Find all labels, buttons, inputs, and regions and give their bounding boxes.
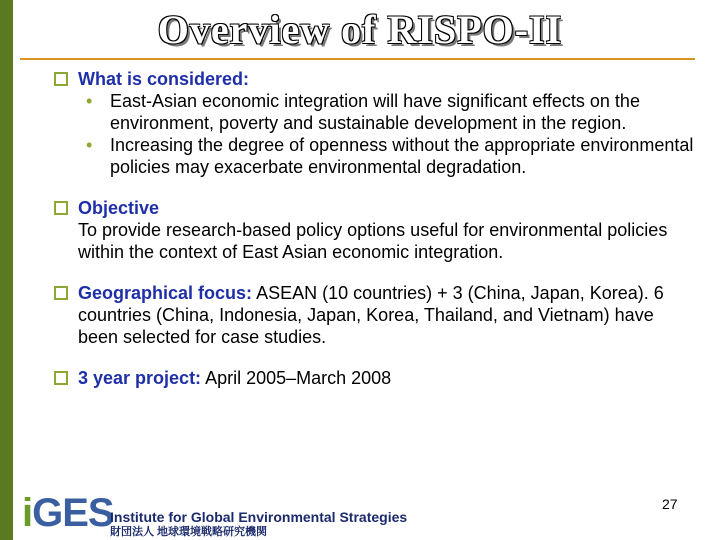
page-number: 27 [662,496,678,512]
section-paragraph [78,367,694,389]
org-name-japanese: 財団法人 地球環境戦略研究機関 [110,526,268,538]
iges-logo [22,491,408,538]
section-heading: Geographical focus: [78,283,253,303]
dot-bullet-icon: • [86,91,93,111]
logo-letter-i: i [22,491,33,535]
section-heading: 3 year project: [78,368,202,388]
square-bullet-icon [54,371,68,385]
section-heading: What is considered: [78,69,250,89]
list-item [78,134,694,178]
list-item [78,90,694,134]
section-body: April 2005–March 2008 [205,368,392,388]
square-bullet-icon [54,201,68,215]
square-bullet-icon [54,72,68,86]
section-paragraph [78,282,694,348]
bullet-text: Increasing the degree of openness without the appropriate environmental policies may exacerbate environmental degradation. [110,135,694,177]
square-bullet-icon [54,286,68,300]
iges-logo-wordmark [22,493,114,533]
section-geographical-focus [54,282,694,348]
dot-bullet-icon: • [86,135,93,155]
left-accent-bar [0,0,13,540]
org-name-english: Institute for Global Environmental Strategies [110,509,408,525]
section-body: To provide research-based policy options useful for environmental policies within the context of East Asian economic integration. [78,220,668,262]
title-divider [20,58,695,60]
section-objective [54,197,694,263]
section-project-duration [54,367,694,389]
slide-title: Overview of RISPO-II [157,7,563,52]
bullet-text: East-Asian economic integration will have significant effects on the environment, poverty and sustainable development in the region. [110,91,640,133]
slide-content [54,68,694,408]
logo-letters-ges: GES [32,491,114,535]
section-what-is-considered [54,68,694,178]
logo-caption [110,509,407,539]
section-body: ASEAN (10 countries) + 3 (China, Japan, Korea). 6 countries (China, Indonesia, Japan, Korea, Thailand, and Vietnam) have been selected for case studies. [78,283,664,347]
bullet-list [78,90,694,178]
section-heading: Objective [78,198,160,218]
